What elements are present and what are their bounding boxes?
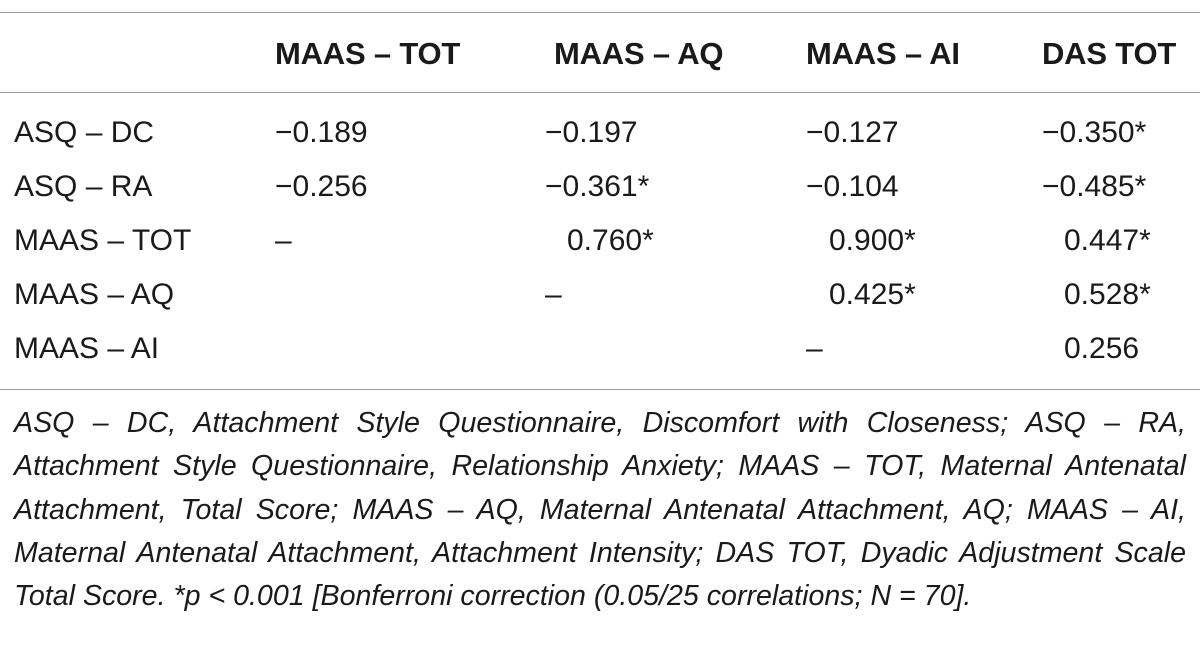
table-cell: −0.104 <box>806 170 899 203</box>
table-cell: 0.447* <box>1064 224 1151 257</box>
table-cell: −0.485* <box>1042 170 1147 203</box>
table-cell: 0.425* <box>829 278 916 311</box>
table-top-rule <box>0 12 1200 13</box>
row-label-maas-aq: MAAS – AQ <box>14 278 175 311</box>
table-cell: −0.256 <box>275 170 368 203</box>
table-footnote: ASQ – DC, Attachment Style Questionnaire, Discomfort with Closeness; ASQ – RA, Attachment Style Questionnaire, Relationship Anxiety; MAAS – TOT, Maternal Antenatal Attachment, Total Score; MAAS – AQ, Maternal Antenatal Attachment, AQ; MAAS – AI, Maternal Antenatal Attachment, Attachment Intensity; DAS TOT, Dyadic Adjustment Scale Total Score. *p < 0.001 [Bonferroni correction (0.05/25 correlations; N = 70]. <box>14 407 1186 613</box>
table-cell: – <box>275 224 292 257</box>
table-cell: −0.127 <box>806 116 899 149</box>
row-label-asq-dc: ASQ – DC <box>14 116 155 149</box>
table-cell: 0.256 <box>1064 332 1140 365</box>
table-cell: – <box>545 278 562 311</box>
table-cell: −0.350* <box>1042 116 1147 149</box>
header-das-tot: DAS TOT <box>1042 36 1177 71</box>
header-maas-tot: MAAS – TOT <box>275 36 461 71</box>
header-maas-aq: MAAS – AQ <box>554 36 724 71</box>
table-cell: −0.197 <box>545 116 638 149</box>
table-cell: 0.528* <box>1064 278 1151 311</box>
table-cell: 0.900* <box>829 224 916 257</box>
table-cell: – <box>806 332 823 365</box>
table-cell: −0.189 <box>275 116 368 149</box>
table-bottom-rule <box>0 389 1200 390</box>
table-cell: 0.760* <box>567 224 654 257</box>
row-label-maas-ai: MAAS – AI <box>14 332 160 365</box>
row-label-maas-tot: MAAS – TOT <box>14 224 192 257</box>
row-label-asq-ra: ASQ – RA <box>14 170 153 203</box>
table-cell: −0.361* <box>545 170 650 203</box>
header-maas-ai: MAAS – AI <box>806 36 960 71</box>
table-header-rule <box>0 92 1200 93</box>
